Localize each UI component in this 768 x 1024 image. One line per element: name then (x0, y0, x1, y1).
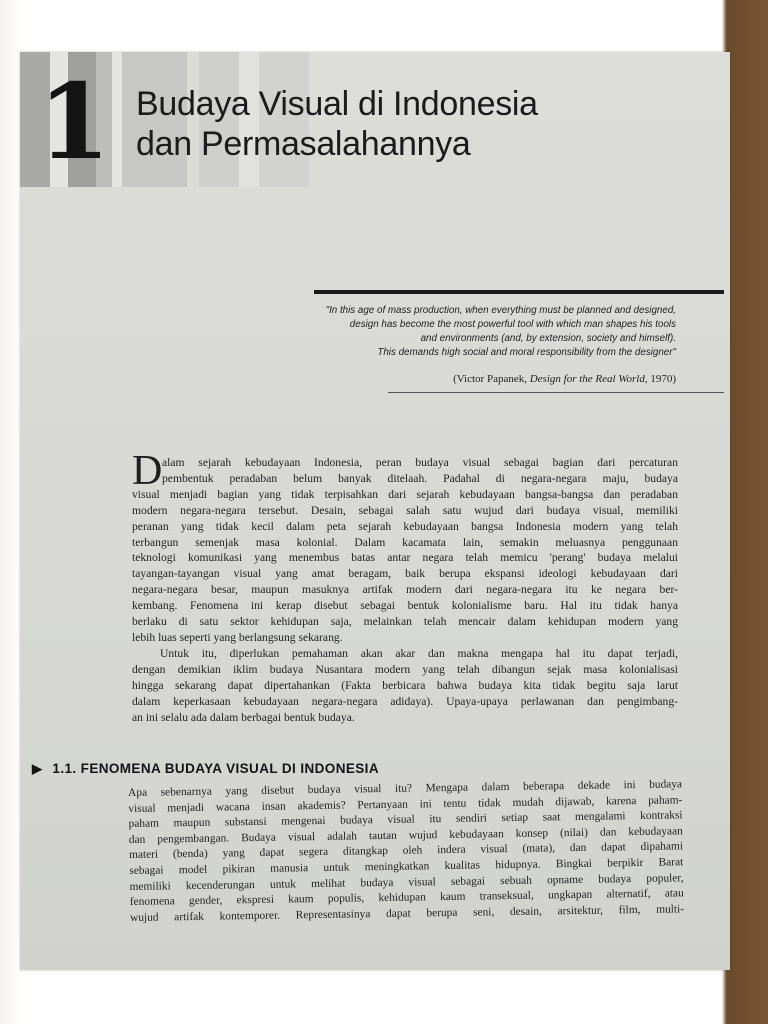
epigraph-line: "In this age of mass production, when everything must be planned and designed, (325, 305, 676, 316)
body-line: dan pengembangan. Budaya visual adalah tautan wujud kebudayaan konsep (nilai) dan kebudayaan (128, 825, 683, 846)
epigraph-source (350, 373, 676, 385)
body-line: Untuk itu, diperlukan pemahaman akan akar dan makna mengapa hal itu dapat terjadi, (160, 646, 678, 660)
body-line: pembentuk peradaban belum banyak ditelaah. Padahal di negara-negara maju, budaya (162, 471, 678, 485)
body-line: memiliki kecenderungan untuk melihat budaya visual sebagai sebuah opname budaya populer, (129, 871, 684, 893)
section-body (128, 777, 684, 926)
body-line: fenomena gender, ekspresi kaum populis, kehidupan kaum transeksual, ungkapan alternatif, atau (129, 887, 684, 909)
chapter-number: 1 (38, 60, 111, 183)
chapter-title-line: dan Permasalahannya (136, 125, 471, 163)
book-page (20, 52, 730, 970)
body-line: wujud artifak kontemporer. Representasinya dapat berupa seni, desain, arsitektur, film, multi- (129, 903, 685, 924)
body-line: modern negara-negara tersebut. Desain, sebagai salah satu wujud dari budaya visual, memiliki (132, 503, 678, 517)
chapter-title (136, 84, 538, 164)
epigraph-source-book: Design for the Real World (529, 373, 645, 385)
body-line: dengan demikian iklim budaya Nusantara modern yang telah dibangun sejak masa kolonialisasi (132, 662, 678, 676)
body-line: teknologi komunikasi yang menembus batas antar negara telah memicu 'perang' budaya melalui (132, 551, 678, 565)
body-line: tayangan-tayangan visual yang amat beragam, baik berupa ekspansi ideologi kebudayaan dari (132, 567, 678, 581)
body-line: terbangun semenjak masa kolonial. Dalam kacamata lain, semakin meluasnya penggunaan (132, 535, 678, 549)
body-line: peranan yang tidak kecil dalam peta sejarah kebudayaan bangsa Indonesia modern yang telah (132, 519, 678, 533)
body-line: lebih luas seperti yang berlangsung sekarang. (132, 630, 343, 644)
body-line: dalam keperkasaan kebudayaan negara-negara adidaya). Upaya-upaya perlawanan dan pengimbang- (132, 694, 678, 708)
body-line: visual menjadi bagian yang tidak terpisahkan dari sejarah kebudayaan bangsa-bangsa dan peradaban (132, 487, 678, 501)
epigraph-source-prefix: (Victor Papanek, (453, 373, 530, 385)
body-line: paham maupun substansi mengenai budaya visual itu sendiri setiap saat mengalami kontraksi (128, 809, 683, 831)
body-line: Apa sebenarnya yang disebut budaya visual itu? Mengapa dalam beberapa dekade ini budaya (128, 778, 683, 799)
epigraph-quote (250, 304, 676, 360)
body-line: berlaku di satu sektor kehidupan saja, melainkan telah mencair dalam kehidupan modern yang (132, 615, 678, 629)
intro-body (132, 455, 678, 725)
body-line: alam sejarah kebudayaan Indonesia, peran budaya visual sebagai bagian dari percaturan (162, 456, 678, 469)
epigraph-source-rule (388, 392, 724, 393)
body-line: hingga sekarang dapat dipertahankan (Fakta berbicara bahwa budaya kita tidak begitu saja larut (132, 678, 678, 692)
header-stripe (112, 52, 122, 187)
body-line: kembang. Fenomena ini kerap disebut sebagai bentuk kolonialisme baru. Hal itu tidak hanya (132, 599, 678, 613)
body-line: materi (benda) yang dapat segera ditangkap oleh indera visual (mata), dan dapat dipahami (128, 840, 684, 862)
section-heading (32, 761, 379, 777)
body-line: visual menjadi wacana insan akademis? Pertanyaan ini tentu tidak mudah dijawab, karena paham- (128, 793, 683, 815)
body-line: negara-negara besar, maupun masuknya artifak modern dari negara-negara itu ke negara ber- (132, 583, 678, 597)
section-heading-text: 1.1. FENOMENA BUDAYA VISUAL DI INDONESIA (52, 761, 379, 776)
intro-paragraph-1-start (132, 455, 678, 487)
drop-cap: D (132, 448, 163, 494)
epigraph-line: and environments (and, by extension, society and himself). (420, 333, 676, 344)
triangle-arrow-icon: ▶ (32, 761, 43, 776)
epigraph-line: This demands high social and moral responsibility from the designer" (377, 347, 676, 358)
chapter-title-line: Budaya Visual di Indonesia (136, 85, 538, 123)
epigraph-line: design has become the most powerful tool with which man shapes his tools (349, 319, 676, 330)
body-line: sebagai model pikiran manusia untuk meningkatkan kualitas hidupnya. Bingkai berpikir Barat (129, 856, 684, 877)
epigraph-rule (314, 290, 724, 294)
body-line: an ini selalu ada dalam berbagai bentuk budaya. (132, 710, 355, 724)
epigraph-source-suffix: , 1970) (644, 373, 676, 385)
